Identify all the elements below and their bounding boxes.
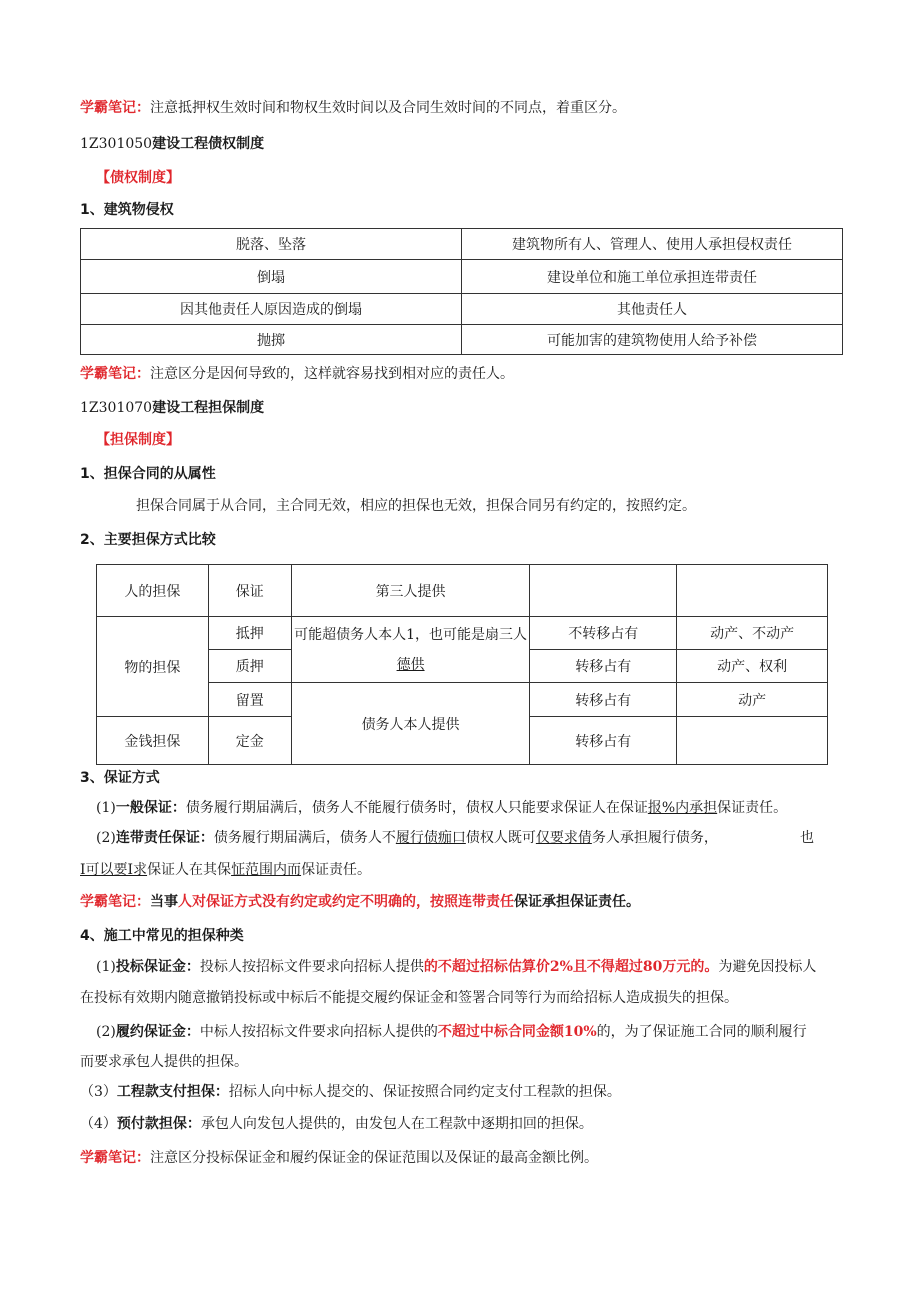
section-title-2: 1Z301070建设工程担保制度 (80, 400, 265, 416)
subheading-comparison: 2、主要担保方式比较 (80, 532, 216, 548)
joint-guarantee: (2)连带责任保证：债务履行期届满后，债务人不履行债痂口债权人既可仅要求倩务人承担履行债务， (96, 830, 718, 846)
building-tort-table (80, 228, 843, 355)
section-title-1: 1Z301050建设工程债权制度 (80, 136, 265, 152)
table-row: 质押 转移占有 动产、权利 (97, 650, 828, 683)
table-row: 倒塌 建设单位和施工单位承担连带责任 (81, 260, 843, 294)
guarantee-comparison-table (96, 564, 828, 765)
advance-payment-guarantee: （4）预付款担保：承包人向发包人提供的，由发包人在工程款中逐期扣回的担保。 (80, 1116, 593, 1132)
table-row: 金钱担保 定金 转移占有 (97, 717, 828, 765)
table-row: 留置 债务人本人提供 转移占有 动产 (97, 683, 828, 717)
bid-bond: (1)投标保证金：投标人按招标文件要求向招标人提供的不超过招标估算价2%且不得超过80万元的。为避免因投标人 (96, 959, 817, 975)
subheading-guarantee-types: 4、施工中常见的担保种类 (80, 928, 244, 944)
table-row: 脱落、坠落 建筑物所有人、管理人、使用人承担侵权责任 (81, 229, 843, 260)
general-guarantee: (1)一般保证：债务履行期届满后，债务人不能履行债务时，债权人只能要求保证人在保证报%内承担保证责任。 (96, 800, 788, 816)
note-3: 学霸笔记：当事人对保证方式没有约定或约定不明确的，按照连带责任保证承担保证责任。 (80, 894, 640, 910)
note-2: 学霸笔记：注意区分是因何导致的，这样就容易找到相对应的责任人。 (80, 366, 514, 382)
joint-guarantee-cont: I可以要I求保证人在其保怔范围内而保证责任。 (80, 862, 372, 878)
payment-guarantee: （3）工程款支付担保：招标人向中标人提交的、保证按照合同约定支付工程款的担保。 (80, 1084, 621, 1100)
note-1: 学霸笔记：注意抵押权生效时间和物权生效时间以及合同生效时间的不同点，着重区分。 (80, 100, 626, 116)
note-label: 学霸笔记： (80, 100, 150, 116)
merged-provider-cell: 可能超债务人本人1，也可能是扇三人 德供 (291, 617, 530, 683)
table-row: 因其他责任人原因造成的倒塌 其他责任人 (81, 294, 843, 325)
subheading-accessory: 1、担保合同的从属性 (80, 466, 216, 482)
performance-bond: (2)履约保证金：中标人按招标文件要求向招标人提供的不超过中标合同金额10%的，为了保证施工合同的顺利履行 (96, 1024, 807, 1040)
section-tag-2: 【担保制度】 (96, 432, 180, 448)
table-row: 人的担保 保证 第三人提供 (97, 565, 828, 617)
section-tag-1: 【债权制度】 (96, 170, 180, 186)
note-4: 学霸笔记：注意区分投标保证金和履约保证金的保证范围以及保证的最高金额比例。 (80, 1150, 598, 1166)
table-row: 抛掷 可能加害的建筑物使用人给予补偿 (81, 325, 843, 355)
table-row: 物的担保 抵押 可能超债务人本人1，也可能是扇三人 德供 不转移占有 动产、不动产 (97, 617, 828, 650)
subheading-building-tort: 1、建筑物侵权 (80, 202, 174, 218)
subheading-guarantee-modes: 3、保证方式 (80, 770, 160, 786)
accessory-text: 担保合同属于从合同，主合同无效，相应的担保也无效，担保合同另有约定的，按照约定。 (136, 498, 696, 514)
